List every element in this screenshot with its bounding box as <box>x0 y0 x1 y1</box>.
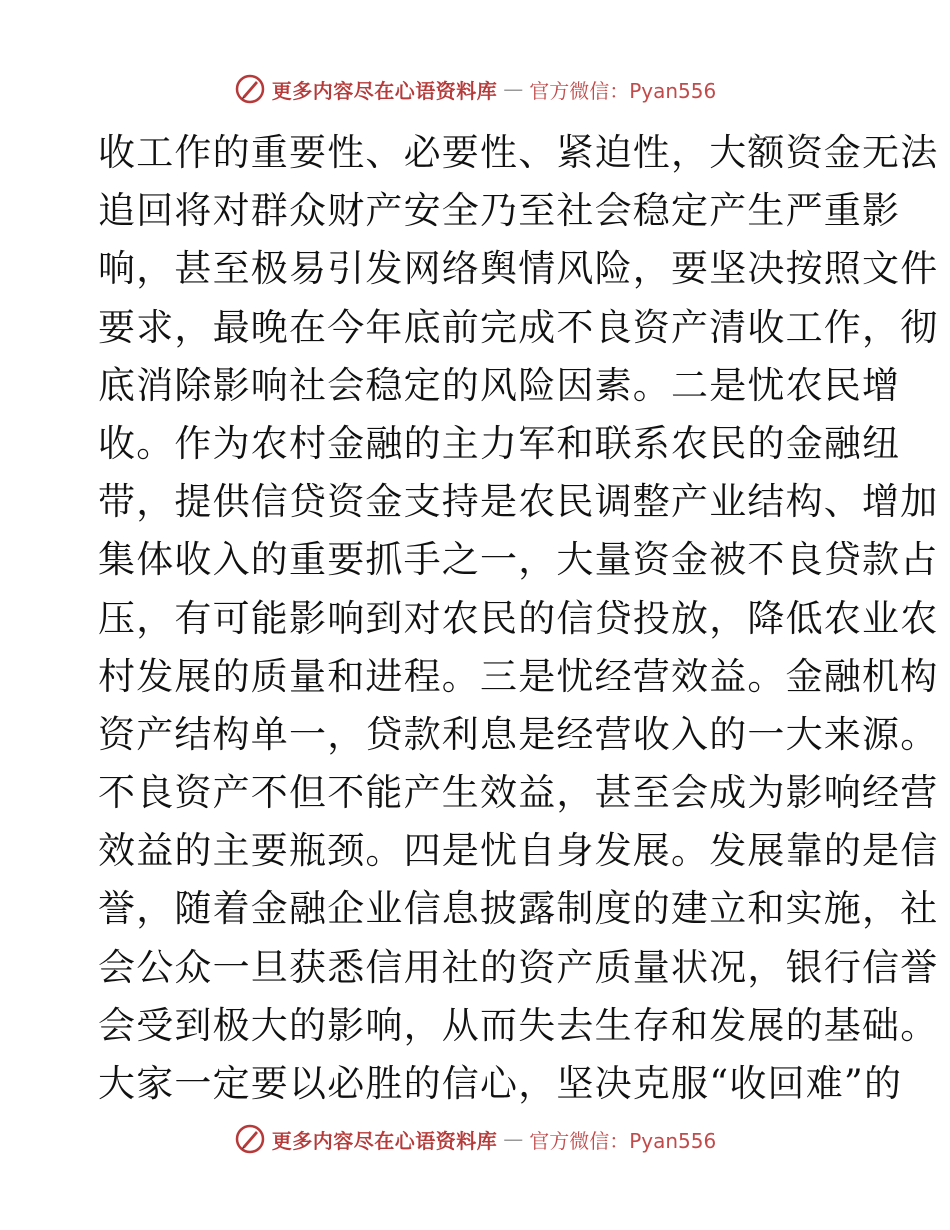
body-line: 效益的主要瓶颈。四是忧自身发展。发展靠的是信 <box>98 829 939 873</box>
body-line: 要求，最晚在今年底前完成不良资产清收工作，彻 <box>98 305 939 349</box>
body-line: 追回将对群众财产安全乃至社会稳定产生严重影 <box>98 189 901 233</box>
body-line: 集体收入的重要抓手之一，大量资金被不良贷款占 <box>98 538 939 582</box>
watermark-brand: 更多内容尽在心语资料库 <box>271 78 498 103</box>
body-line: 大家一定要以必胜的信心，坚决克服“收回难”的 <box>98 1062 903 1105</box>
header-watermark <box>0 72 950 106</box>
watermark-contact: 官方微信：Pyan556 <box>529 1128 717 1153</box>
quill-circle-icon <box>234 1123 266 1155</box>
watermark-brand: 更多内容尽在心语资料库 <box>271 1128 498 1153</box>
body-line: 收工作的重要性、必要性、紧迫性，大额资金无法 <box>98 131 939 174</box>
footer-watermark <box>0 1122 950 1156</box>
document-body <box>98 124 939 1113</box>
watermark-separator: — <box>503 77 524 101</box>
watermark-separator: — <box>503 1127 524 1151</box>
body-line: 压，有可能影响到对农民的信贷投放，降低农业农 <box>98 596 939 640</box>
body-line: 资产结构单一，贷款利息是经营收入的一大来源。 <box>98 712 939 756</box>
body-line: 会受到极大的影响，从而失去生存和发展的基础。 <box>98 1003 939 1047</box>
body-line: 誉，随着金融企业信息披露制度的建立和实施，社 <box>98 887 939 931</box>
body-line: 村发展的质量和进程。三是忧经营效益。金融机构 <box>98 654 939 698</box>
body-line: 底消除影响社会稳定的风险因素。二是忧农民增 <box>98 363 901 407</box>
quill-circle-icon <box>234 73 266 105</box>
body-line: 不良资产不但不能产生效益，甚至会成为影响经营 <box>98 771 939 815</box>
body-line: 带，提供信贷资金支持是农民调整产业结构、增加 <box>98 480 939 524</box>
watermark-contact: 官方微信：Pyan556 <box>529 78 717 103</box>
body-line: 响，甚至极易引发网络舆情风险，要坚决按照文件 <box>98 247 939 291</box>
body-line: 会公众一旦获悉信用社的资产质量状况，银行信誉 <box>98 945 939 989</box>
body-line: 收。作为农村金融的主力军和联系农民的金融纽 <box>98 421 901 465</box>
